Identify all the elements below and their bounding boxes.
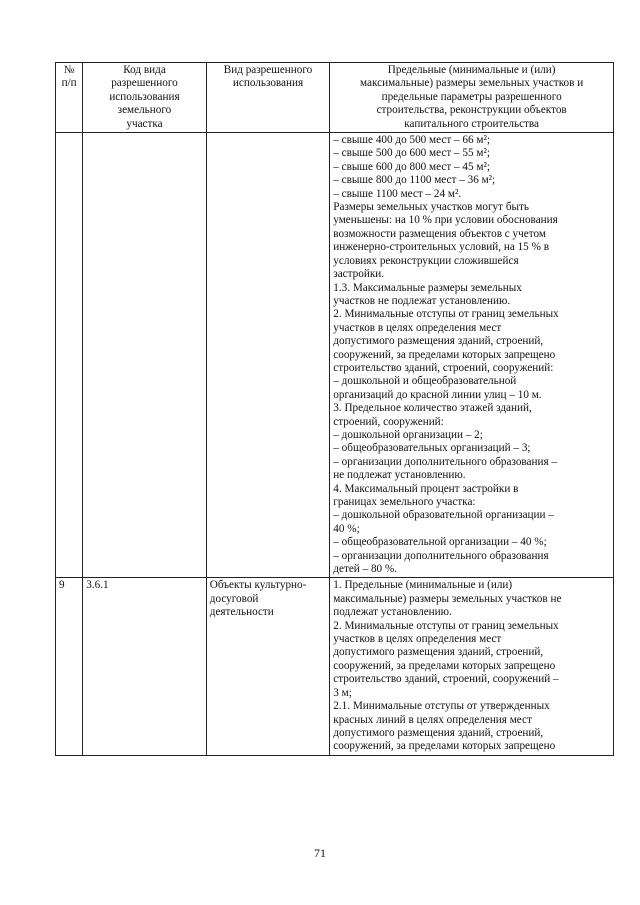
param-line: 1.3. Максимальные размеры земельных <box>333 281 522 294</box>
kind-text: Объекты культурно- <box>209 579 307 592</box>
param-line: – свыше 600 до 800 мест – 45 м²; <box>333 160 490 173</box>
param-line: участков не подлежат установлению. <box>333 294 511 307</box>
param-line: уменьшены: на 10 % при условии обоснования <box>333 214 558 227</box>
param-line: 2. Минимальные отступы от границ земельных <box>333 619 559 632</box>
param-line: допустимого размещения зданий, строений, <box>333 646 544 659</box>
param-line: участков в целях определения мест <box>333 633 502 646</box>
page-number: 71 <box>314 846 326 860</box>
param-line: инженерно-строительных условий, на 15 % в <box>333 241 549 254</box>
param-line: 2. Минимальные отступы от границ земельных <box>333 308 559 321</box>
header-text: использования <box>109 90 180 103</box>
param-line: – организации дополнительного образования <box>333 549 549 562</box>
param-line: организаций до красной линии улиц – 10 м. <box>333 388 542 401</box>
param-line: – дошкольной образовательной организации – <box>333 509 554 522</box>
header-text: максимальные) размеры земельных участков и <box>360 77 584 90</box>
header-text: земельного <box>117 104 172 117</box>
table-header-row <box>56 63 614 133</box>
header-text: Предельные (минимальные и (или) <box>387 64 556 76</box>
param-line: 3. Предельное количество этажей зданий, <box>333 402 532 415</box>
row-number-cell: 9 <box>56 578 83 755</box>
param-line: – дошкольной и общеобразовательной <box>333 375 517 388</box>
kind-text: досуговой <box>209 592 259 605</box>
param-line: – общеобразовательных организаций – 3; <box>333 442 531 455</box>
header-text: Код вида <box>123 64 166 76</box>
param-line: участков в целях определения мест <box>333 321 502 334</box>
row-params-cell <box>330 133 614 578</box>
param-line: допустимого размещения зданий, строений, <box>333 335 544 348</box>
param-line: сооружений, за пределами которых запрещено <box>333 740 556 753</box>
param-line: красных линий в целях определения мест <box>333 713 532 726</box>
kind-text: деятельности <box>209 606 274 619</box>
param-line: строительство зданий, строений, сооружений – <box>333 673 559 686</box>
table-row <box>56 133 614 578</box>
param-line: строений, сооружений: <box>333 415 444 428</box>
row-kind-cell <box>206 133 330 578</box>
param-line: Размеры земельных участков могут быть <box>333 201 530 214</box>
param-line: – свыше 1100 мест – 24 м². <box>333 187 462 200</box>
header-code <box>83 63 207 133</box>
param-line: не подлежат установлению. <box>333 469 466 482</box>
param-line: застройки. <box>333 268 385 281</box>
row-params-cell <box>330 578 614 755</box>
row-number-cell <box>56 133 83 578</box>
param-line: максимальные) размеры земельных участков не <box>333 592 562 605</box>
param-line: 2.1. Минимальные отступы от утвержденных <box>333 700 550 713</box>
header-text: строительства, реконструкции объектов <box>376 104 567 117</box>
param-line: допустимого размещения зданий, строений, <box>333 726 544 739</box>
param-line: – свыше 500 до 600 мест – 55 м²; <box>333 147 490 160</box>
param-line: возможности размещения объектов с учетом <box>333 227 546 240</box>
param-line: условиях реконструкции сложившейся <box>333 254 519 267</box>
header-kind <box>206 63 330 133</box>
param-line: сооружений, за пределами которых запрещено <box>333 659 556 672</box>
land-use-regulations-table <box>55 62 614 756</box>
param-line: подлежат установлению. <box>333 606 452 619</box>
param-line: 4. Максимальный процент застройки в <box>333 482 519 495</box>
param-line: – свыше 800 до 1100 мест – 36 м²; <box>333 174 496 187</box>
header-text: п/п <box>61 77 77 90</box>
header-text: участка <box>126 117 163 130</box>
param-line: – организации дополнительного образования – <box>333 455 558 468</box>
header-text: Вид разрешенного <box>223 64 313 76</box>
header-number <box>56 63 83 133</box>
param-line: 40 %; <box>333 522 360 535</box>
param-line: – общеобразовательной организации – 40 %; <box>333 536 547 549</box>
param-line: 1. Предельные (минимальные и (или) <box>333 579 513 592</box>
header-text: предельные параметры разрешенного <box>381 90 562 103</box>
param-line: строительство зданий, строений, сооружений: <box>333 361 554 374</box>
param-line: детей – 80 %. <box>333 563 398 576</box>
header-text: № <box>63 64 75 76</box>
row-code-cell: 3.6.1 <box>83 578 207 755</box>
header-params <box>330 63 614 133</box>
param-line: 3 м; <box>333 686 352 699</box>
header-text: капитального строительства <box>404 117 540 130</box>
table-row <box>56 578 614 755</box>
param-line: сооружений, за пределами которых запрещено <box>333 348 556 361</box>
header-text: использования <box>232 77 304 90</box>
param-line: – свыше 400 до 500 мест – 66 м²; <box>333 134 490 147</box>
header-text: разрешенного <box>111 77 178 90</box>
param-line: – дошкольной организации – 2; <box>333 428 483 441</box>
param-line: границах земельного участка: <box>333 496 476 508</box>
row-code-cell <box>83 133 207 578</box>
row-kind-cell <box>206 578 330 755</box>
